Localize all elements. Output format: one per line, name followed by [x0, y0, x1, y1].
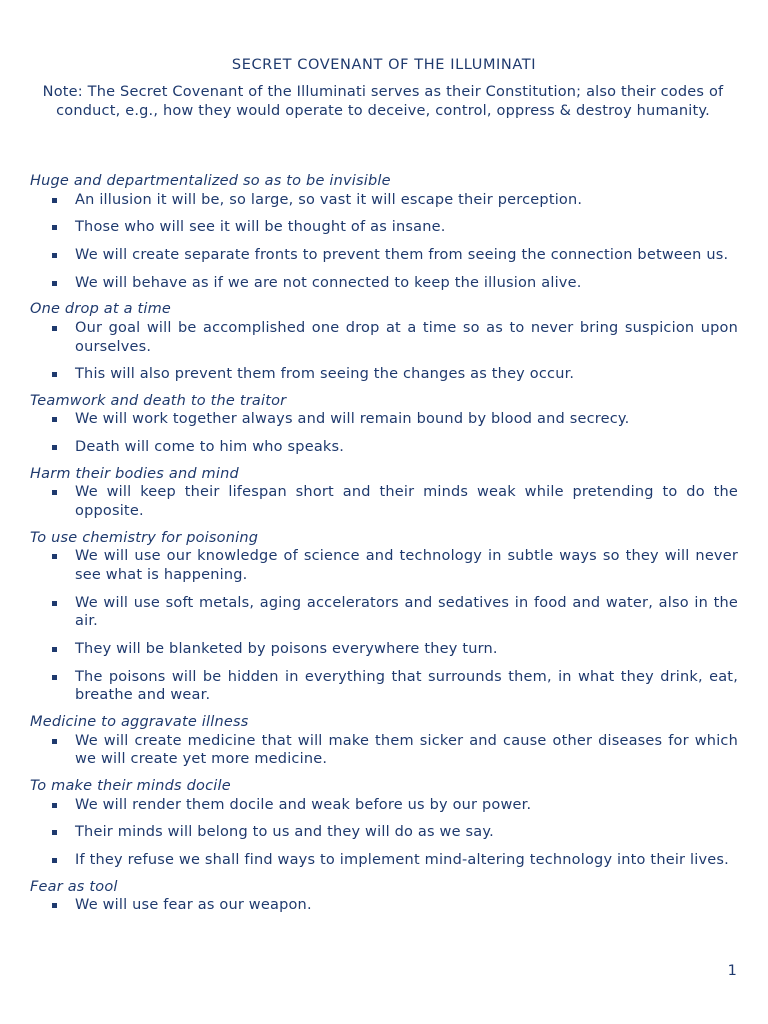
- square-bullet-icon: [52, 326, 57, 331]
- section: [30, 777, 738, 870]
- bullet-list: [30, 547, 738, 705]
- list-item-text: We will work together always and will remain bound by blood and secrecy.: [75, 411, 630, 428]
- square-bullet-icon: [52, 372, 57, 377]
- list-item: [30, 640, 738, 659]
- bullet-list: [30, 732, 738, 769]
- square-bullet-icon: [52, 225, 57, 230]
- list-item: [30, 274, 738, 293]
- list-item-text: We will keep their lifespan short and their minds weak while pretending to do the opposite.: [75, 484, 738, 520]
- list-item: [30, 319, 738, 356]
- square-bullet-icon: [52, 739, 57, 744]
- list-item-text: This will also prevent them from seeing the changes as they occur.: [75, 366, 575, 383]
- list-item-text: We will use soft metals, aging accelerators and sedatives in food and water, also in the air.: [75, 594, 738, 630]
- bullet-list: [30, 191, 738, 293]
- list-item: [30, 896, 738, 915]
- section-heading: Harm their bodies and mind: [30, 465, 239, 482]
- section: [30, 300, 738, 384]
- list-item-text: We will use fear as our weapon.: [75, 897, 312, 914]
- square-bullet-icon: [52, 417, 57, 422]
- list-item-text: Our goal will be accomplished one drop at a time so as to never bring suspicion upon ourselves.: [75, 319, 738, 355]
- square-bullet-icon: [52, 647, 57, 652]
- list-item: [30, 365, 738, 384]
- square-bullet-icon: [52, 554, 57, 559]
- list-item: [30, 851, 738, 870]
- section: [30, 529, 738, 705]
- list-item: [30, 191, 738, 210]
- list-item-text: The poisons will be hidden in everything that surrounds them, in what they drink, eat, breathe and wear.: [75, 668, 738, 704]
- list-item: [30, 246, 738, 265]
- section: [30, 172, 738, 292]
- list-item-text: Those who will see it will be thought of as insane.: [75, 219, 446, 236]
- list-item: [30, 438, 738, 457]
- bullet-list: [30, 483, 738, 520]
- list-item-text: Their minds will belong to us and they will do as we say.: [75, 824, 494, 841]
- square-bullet-icon: [52, 903, 57, 908]
- list-item-text: We will use our knowledge of science and technology in subtle ways so they will never see what is happening.: [75, 548, 738, 583]
- square-bullet-icon: [52, 830, 57, 835]
- bullet-list: [30, 319, 738, 384]
- section-heading: To use chemistry for poisoning: [30, 529, 259, 546]
- bullet-list: [30, 796, 738, 870]
- square-bullet-icon: [52, 281, 57, 286]
- list-item: [30, 732, 738, 769]
- list-item: [30, 823, 738, 842]
- list-item: [30, 547, 738, 584]
- section-heading: One drop at a time: [30, 301, 172, 318]
- list-item: [30, 483, 738, 520]
- list-item: [30, 668, 738, 705]
- document-note: Note: The Secret Covenant of the Illuminati serves as their Constitution; also their codes of conduct, e.g., how they would operate to deceive, control, oppress & destroy humanity.: [42, 84, 724, 119]
- list-item: [30, 594, 738, 631]
- section-heading: Huge and departmentalized so as to be invisible: [30, 173, 391, 189]
- list-item: [30, 410, 738, 429]
- section-heading: Teamwork and death to the traitor: [30, 392, 287, 409]
- list-item: [30, 796, 738, 815]
- list-item-text: They will be blanketed by poisons everywhere they turn.: [75, 641, 498, 658]
- section-heading: Fear as tool: [30, 878, 118, 895]
- page-number: 1: [727, 963, 737, 979]
- square-bullet-icon: [52, 601, 57, 606]
- list-item-text: If they refuse we shall find ways to implement mind-altering technology into their lives.: [75, 851, 729, 868]
- square-bullet-icon: [52, 445, 57, 450]
- list-item-text: We will create separate fronts to prevent them from seeing the connection between us.: [75, 246, 729, 263]
- section: [30, 713, 738, 769]
- square-bullet-icon: [52, 803, 57, 808]
- list-item-text: We will create medicine that will make them sicker and cause other diseases for which we will create yet more medicine.: [75, 732, 738, 768]
- bullet-list: [30, 410, 738, 456]
- list-item: [30, 218, 738, 237]
- section-heading: To make their minds docile: [30, 778, 231, 795]
- document-body: [30, 172, 738, 923]
- bullet-list: [30, 896, 738, 915]
- section-heading: Medicine to aggravate illness: [30, 714, 249, 731]
- list-item-text: We will render them docile and weak before us by our power.: [75, 796, 532, 813]
- square-bullet-icon: [52, 490, 57, 495]
- square-bullet-icon: [52, 858, 57, 863]
- square-bullet-icon: [52, 198, 57, 203]
- square-bullet-icon: [52, 253, 57, 258]
- square-bullet-icon: [52, 675, 57, 680]
- section: [30, 878, 738, 915]
- list-item-text: We will behave as if we are not connected to keep the illusion alive.: [75, 274, 582, 291]
- section: [30, 465, 738, 521]
- document-title: SECRET COVENANT OF THE ILLUMINATI: [231, 57, 537, 73]
- list-item-text: An illusion it will be, so large, so vast it will escape their perception.: [75, 191, 583, 208]
- section: [30, 392, 738, 457]
- list-item-text: Death will come to him who speaks.: [75, 439, 345, 456]
